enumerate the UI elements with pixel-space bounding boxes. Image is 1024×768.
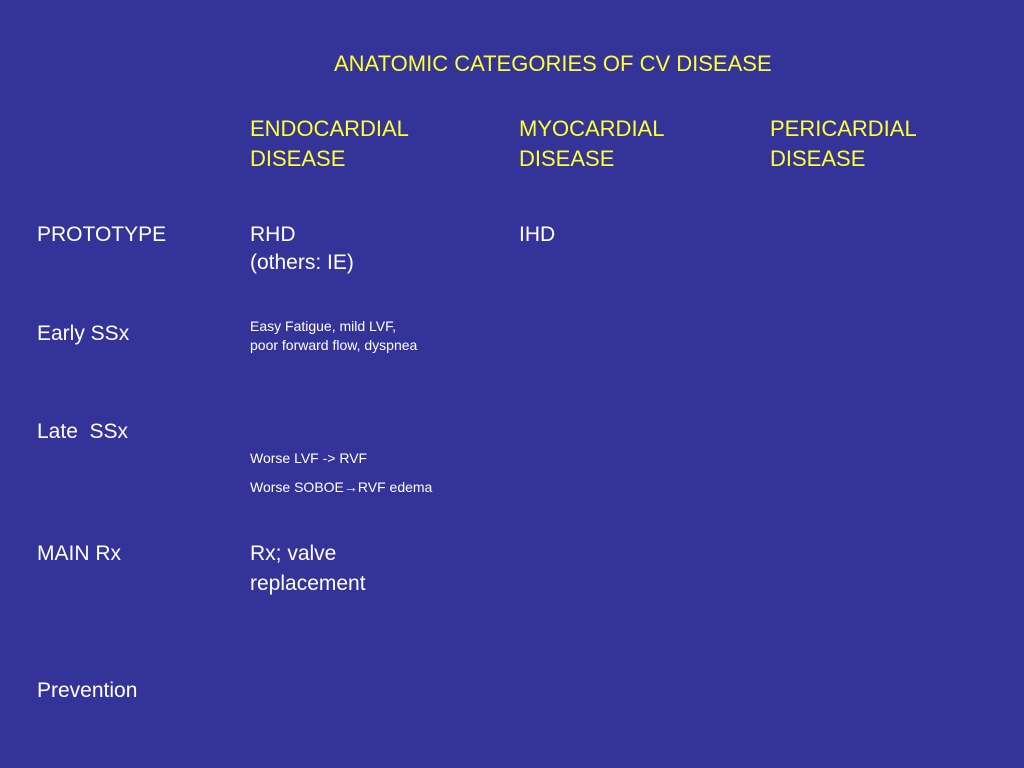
prototype-endocardial-line2: (others: IE)	[250, 251, 354, 274]
column-header-endocardial-line2: DISEASE	[250, 146, 346, 171]
column-header-myocardial-line2: DISEASE	[519, 146, 615, 171]
column-header-pericardial-line1: PERICARDIAL	[770, 116, 917, 141]
main-rx-endocardial-line2: replacement	[250, 572, 366, 595]
late-ssx-endocardial-line2	[250, 480, 432, 494]
early-ssx-endocardial-line2: poor forward flow, dyspnea	[250, 337, 418, 353]
row-label-early-ssx: Early SSx	[37, 322, 130, 345]
row-label-main-rx: MAIN Rx	[37, 542, 121, 565]
early-ssx-endocardial-line1: Easy Fatigue, mild LVF,	[250, 318, 397, 334]
late-ssx-line2-pre: Worse SOBOE	[250, 479, 344, 495]
prototype-endocardial-line1: RHD	[250, 223, 296, 246]
slide-title: ANATOMIC CATEGORIES OF CV DISEASE	[334, 51, 772, 76]
column-header-myocardial-line1: MYOCARDIAL	[519, 116, 665, 141]
right-arrow-icon: →	[343, 479, 358, 495]
row-label-late-ssx: Late SSx	[37, 420, 129, 443]
main-rx-endocardial-line1: Rx; valve	[250, 542, 337, 565]
row-label-prototype: PROTOTYPE	[37, 223, 167, 246]
row-label-prevention: Prevention	[37, 679, 138, 702]
late-ssx-endocardial-line1: Worse LVF -> RVF	[250, 450, 368, 466]
late-ssx-line2-post: RVF edema	[357, 479, 433, 495]
column-header-endocardial-line1: ENDOCARDIAL	[250, 116, 409, 141]
prototype-myocardial: IHD	[519, 223, 556, 246]
column-header-pericardial-line2: DISEASE	[770, 146, 866, 171]
